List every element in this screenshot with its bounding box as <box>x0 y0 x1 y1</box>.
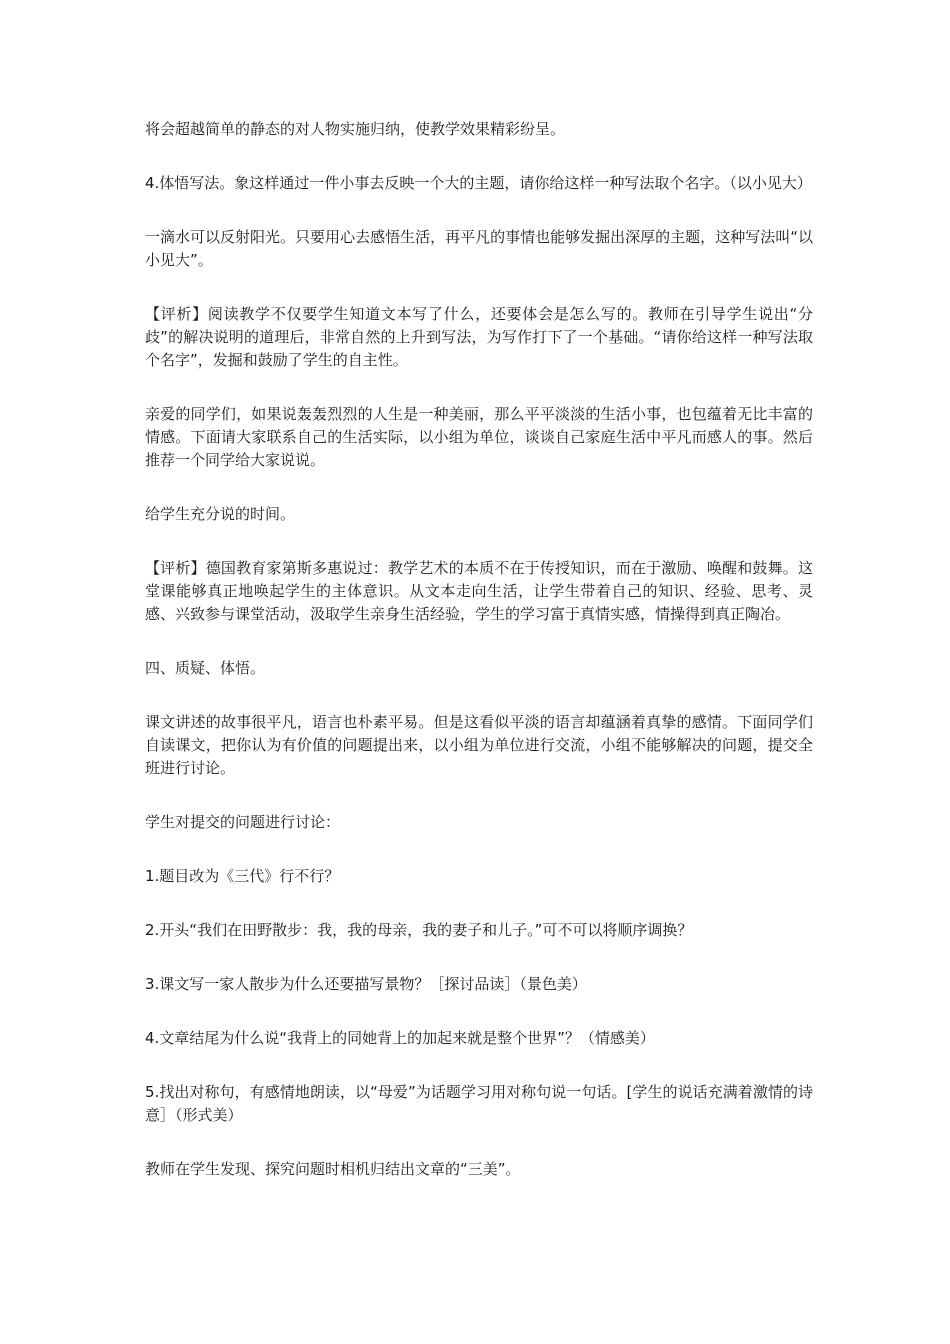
paragraph-intro-continuation: 将会超越简单的静态的对人物实施归纳，使教学效果精彩纷呈。 <box>145 120 566 138</box>
paragraph-dear-students: 亲爱的同学们，如果说轰轰烈烈的人生是一种美丽，那么平平淡淡的生活小事，也包蕴着无比丰富的情感。下面请大家联系自己的生活实际，以小组为单位，谈谈自己家庭生活中平凡而感人的事。然后推荐一个同学给大家说说。 <box>145 405 813 469</box>
question-item-4: 4.文章结尾为什么说“我背上的同她背上的加起来就是整个世界”？（情感美） <box>145 1029 655 1047</box>
paragraph-students-discuss: 学生对提交的问题进行讨论： <box>145 813 341 831</box>
question-item-2: 2.开头“我们在田野散步：我，我的母亲，我的妻子和儿子。”可不可以将顺序调换？ <box>145 921 693 939</box>
paragraph-comment-reading: 【评析】阅读教学不仅要学生知道文本写了什么，还要体会是怎么写的。教师在引导学生说出“分歧”的解决说明的道理后，非常自然的上升到写法，为写作打下了一个基础。“请你给这样一种写法取个名字”，发掘和鼓励了学生的自主性。 <box>145 305 813 369</box>
paragraph-writing-method: 4.体悟写法。象这样通过一件小事去反映一个大的主题，请你给这样一种写法取个名字。（以小见大） <box>145 174 812 192</box>
paragraph-drop-of-water: 一滴水可以反射阳光。只要用心去感悟生活，再平凡的事情也能够发掘出深厚的主题，这种写法叫“以小见大”。 <box>145 228 813 269</box>
question-item-1: 1.题目改为《三代》行不行？ <box>145 867 340 885</box>
section-heading-question: 四、质疑、体悟。 <box>145 659 266 677</box>
question-item-3: 3.课文写一家人散步为什么还要描写景物？［探讨品读］（景色美） <box>145 975 587 993</box>
paragraph-text-story: 课文讲述的故事很平凡，语言也朴素平易。但是这看似平淡的语言却蕴涵着真挚的感情。下面同学们自读课文，把你认为有价值的问题提出来，以小组为单位进行交流，小组不能够解决的问题，提交全班进行讨论。 <box>145 713 813 777</box>
paragraph-discussion-time: 给学生充分说的时间。 <box>145 505 296 523</box>
document-page <box>145 118 813 1212</box>
paragraph-comment-diesterweg: 【评析】德国教育家第斯多惠说过：教学艺术的本质不在于传授知识，而在于激励、唤醒和鼓舞。这堂课能够真正地唤起学生的主体意识。从文本走向生活，让学生带着自己的知识、经验、思考、灵感、兴致参与课堂活动，汲取学生亲身生活经验，学生的学习富于真情实感，情操得到真正陶冶。 <box>145 559 813 623</box>
paragraph-three-beauties: 教师在学生发现、探究问题时相机归结出文章的“三美”。 <box>145 1160 521 1178</box>
question-item-5: 5.找出对称句，有感情地朗读，以“母爱”为话题学习用对称句说一句话。[学生的说话充满着激情的诗意］（形式美） <box>145 1083 813 1124</box>
